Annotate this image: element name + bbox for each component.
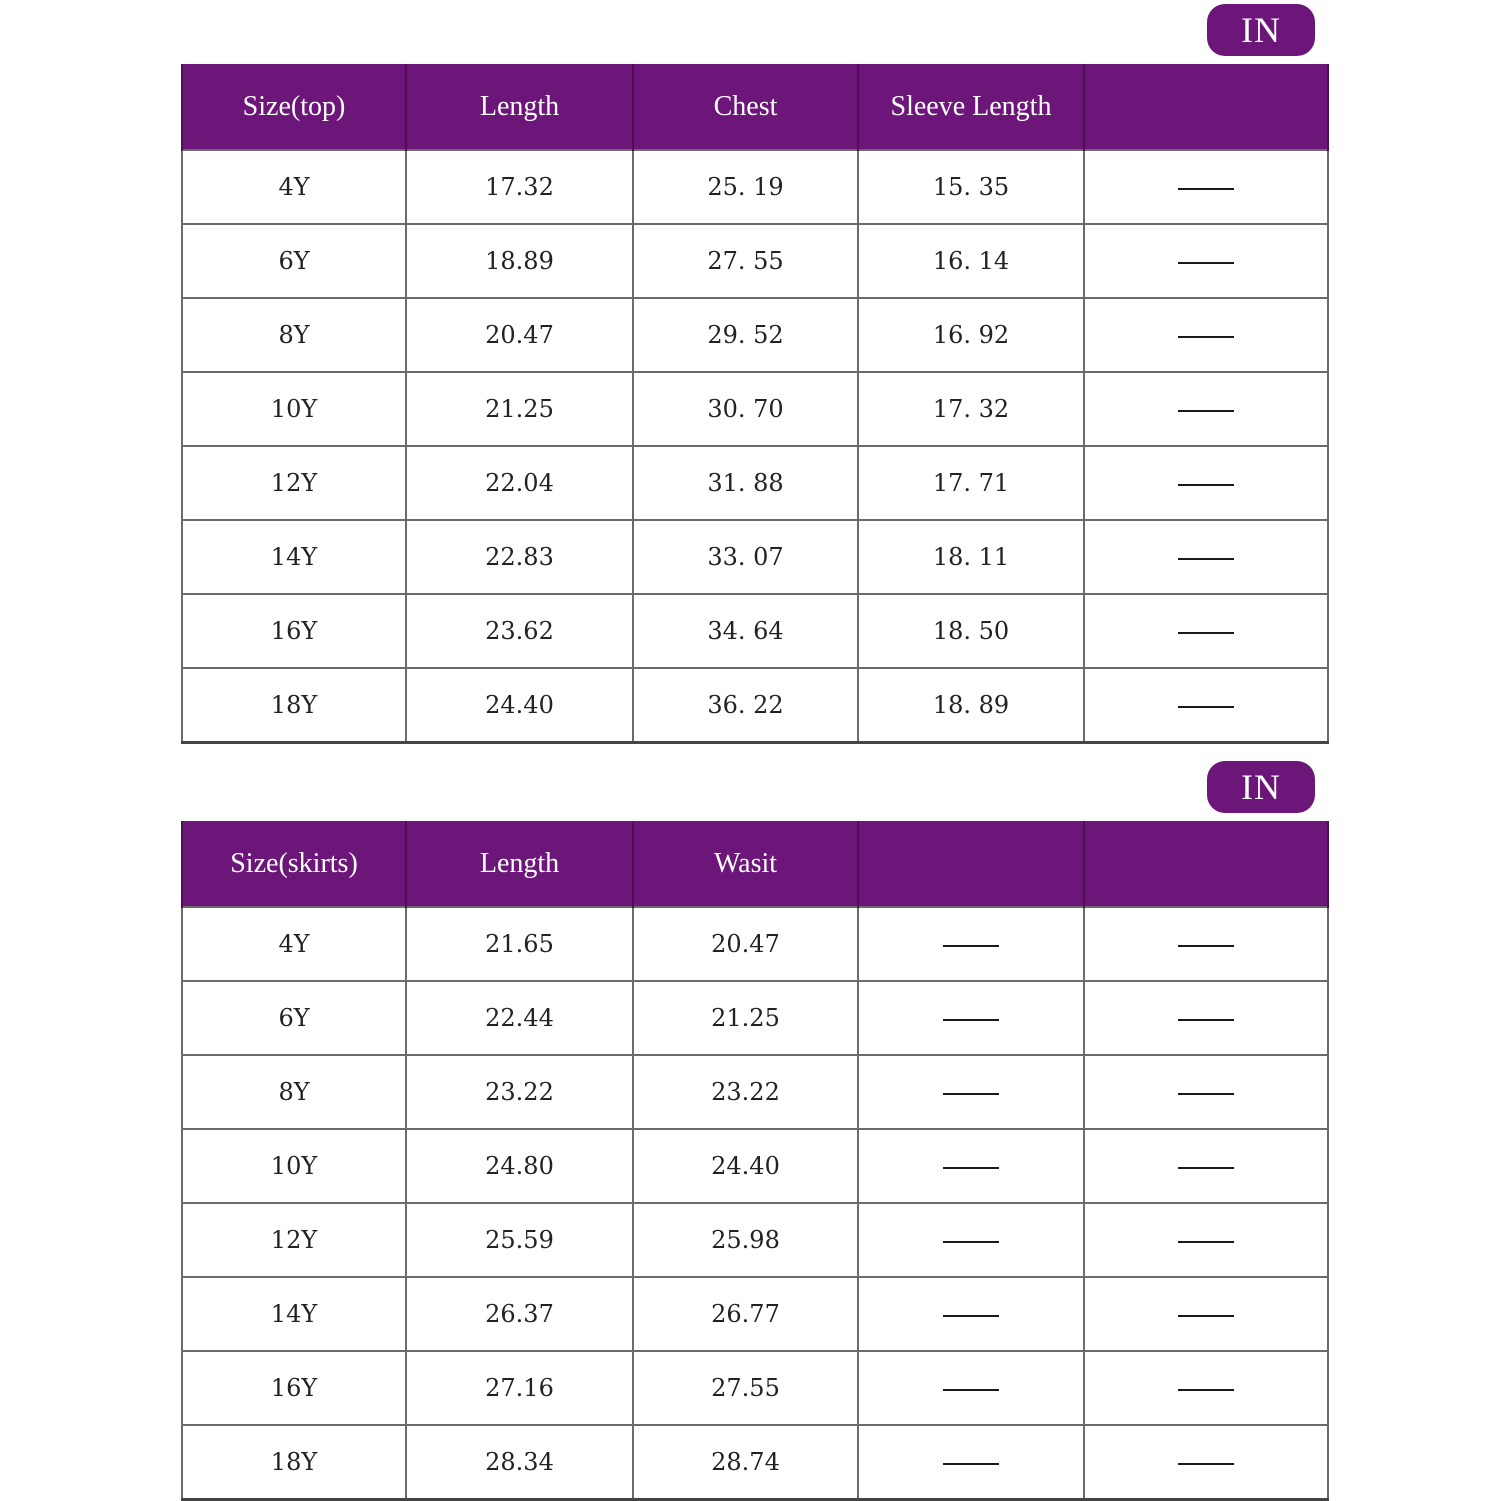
empty-cell <box>1084 668 1328 743</box>
dash-mark <box>1178 1463 1234 1465</box>
empty-cell <box>858 907 1084 981</box>
measurement-cell: 30. 70 <box>633 372 858 446</box>
measurement-cell: 20.47 <box>633 907 858 981</box>
column-header <box>1084 64 1328 150</box>
size-cell: 6Y <box>182 981 406 1055</box>
empty-cell <box>1084 1203 1328 1277</box>
measurement-cell: 26.77 <box>633 1277 858 1351</box>
measurement-cell: 24.40 <box>406 668 633 743</box>
empty-cell <box>1084 150 1328 224</box>
dash-mark <box>1178 1019 1234 1021</box>
measurement-cell: 21.25 <box>633 981 858 1055</box>
empty-cell <box>1084 520 1328 594</box>
measurement-cell: 33. 07 <box>633 520 858 594</box>
unit-badge-bottom: IN <box>1207 761 1315 813</box>
measurement-cell: 16. 14 <box>858 224 1084 298</box>
measurement-cell: 22.83 <box>406 520 633 594</box>
size-cell: 18Y <box>182 668 406 743</box>
empty-cell <box>1084 1055 1328 1129</box>
measurement-cell: 34. 64 <box>633 594 858 668</box>
empty-cell <box>1084 1129 1328 1203</box>
table-row <box>182 1129 1328 1203</box>
dash-mark <box>1178 1389 1234 1391</box>
table-row <box>182 1277 1328 1351</box>
size-cell: 4Y <box>182 907 406 981</box>
table-row <box>182 446 1328 520</box>
dash-mark <box>1178 632 1234 634</box>
table-header-row <box>182 64 1328 150</box>
measurement-cell: 23.22 <box>406 1055 633 1129</box>
table-row <box>182 520 1328 594</box>
empty-cell <box>1084 594 1328 668</box>
dash-mark <box>1178 706 1234 708</box>
empty-cell <box>1084 1425 1328 1500</box>
measurement-cell: 17. 32 <box>858 372 1084 446</box>
size-cell: 8Y <box>182 1055 406 1129</box>
dash-mark <box>1178 484 1234 486</box>
empty-cell <box>858 1277 1084 1351</box>
measurement-cell: 17.32 <box>406 150 633 224</box>
table-row <box>182 1351 1328 1425</box>
dash-mark <box>1178 1167 1234 1169</box>
measurement-cell: 26.37 <box>406 1277 633 1351</box>
dash-mark <box>1178 262 1234 264</box>
dash-mark <box>1178 410 1234 412</box>
measurement-cell: 16. 92 <box>858 298 1084 372</box>
measurement-cell: 18. 89 <box>858 668 1084 743</box>
dash-mark <box>943 1241 999 1243</box>
measurement-cell: 29. 52 <box>633 298 858 372</box>
dash-mark <box>1178 1093 1234 1095</box>
table-row <box>182 981 1328 1055</box>
size-cell: 8Y <box>182 298 406 372</box>
unit-badge-top: IN <box>1207 4 1315 56</box>
size-cell: 14Y <box>182 1277 406 1351</box>
dash-mark <box>1178 558 1234 560</box>
size-cell: 16Y <box>182 594 406 668</box>
measurement-cell: 18.89 <box>406 224 633 298</box>
column-header: Length <box>406 821 633 907</box>
dash-mark <box>943 1093 999 1095</box>
measurement-cell: 28.34 <box>406 1425 633 1500</box>
measurement-cell: 18. 11 <box>858 520 1084 594</box>
measurement-cell: 27.16 <box>406 1351 633 1425</box>
measurement-cell: 20.47 <box>406 298 633 372</box>
column-header <box>1084 821 1328 907</box>
dash-mark <box>943 1315 999 1317</box>
dash-mark <box>1178 188 1234 190</box>
table-row <box>182 224 1328 298</box>
dash-mark <box>943 1167 999 1169</box>
column-header: Sleeve Length <box>858 64 1084 150</box>
empty-cell <box>1084 372 1328 446</box>
dash-mark <box>943 1389 999 1391</box>
dash-mark <box>943 945 999 947</box>
empty-cell <box>1084 981 1328 1055</box>
empty-cell <box>858 981 1084 1055</box>
size-cell: 4Y <box>182 150 406 224</box>
table-header-row <box>182 821 1328 907</box>
measurement-cell: 17. 71 <box>858 446 1084 520</box>
measurement-cell: 15. 35 <box>858 150 1084 224</box>
dash-mark <box>1178 336 1234 338</box>
empty-cell <box>858 1055 1084 1129</box>
table-row <box>182 1203 1328 1277</box>
dash-mark <box>1178 945 1234 947</box>
table-row <box>182 150 1328 224</box>
measurement-cell: 21.65 <box>406 907 633 981</box>
size-cell: 14Y <box>182 520 406 594</box>
empty-cell <box>1084 1277 1328 1351</box>
measurement-cell: 25.98 <box>633 1203 858 1277</box>
empty-cell <box>1084 446 1328 520</box>
table-row <box>182 594 1328 668</box>
empty-cell <box>858 1129 1084 1203</box>
measurement-cell: 23.62 <box>406 594 633 668</box>
table-row <box>182 1425 1328 1500</box>
table-row <box>182 907 1328 981</box>
size-cell: 16Y <box>182 1351 406 1425</box>
measurement-cell: 24.80 <box>406 1129 633 1203</box>
empty-cell <box>1084 907 1328 981</box>
column-header: Wasit <box>633 821 858 907</box>
measurement-cell: 25.59 <box>406 1203 633 1277</box>
measurement-cell: 24.40 <box>633 1129 858 1203</box>
empty-cell <box>858 1203 1084 1277</box>
empty-cell <box>1084 224 1328 298</box>
dash-mark <box>943 1463 999 1465</box>
dash-mark <box>943 1019 999 1021</box>
empty-cell <box>1084 1351 1328 1425</box>
measurement-cell: 18. 50 <box>858 594 1084 668</box>
measurement-cell: 21.25 <box>406 372 633 446</box>
table-row <box>182 1055 1328 1129</box>
measurement-cell: 27.55 <box>633 1351 858 1425</box>
table-row <box>182 298 1328 372</box>
size-cell: 12Y <box>182 446 406 520</box>
measurement-cell: 31. 88 <box>633 446 858 520</box>
measurement-cell: 27. 55 <box>633 224 858 298</box>
size-cell: 10Y <box>182 1129 406 1203</box>
measurement-cell: 25. 19 <box>633 150 858 224</box>
dash-mark <box>1178 1241 1234 1243</box>
table-row <box>182 668 1328 743</box>
column-header <box>858 821 1084 907</box>
column-header: Length <box>406 64 633 150</box>
table-row <box>182 372 1328 446</box>
size-cell: 12Y <box>182 1203 406 1277</box>
dash-mark <box>1178 1315 1234 1317</box>
size-cell: 18Y <box>182 1425 406 1500</box>
measurement-cell: 36. 22 <box>633 668 858 743</box>
measurement-cell: 23.22 <box>633 1055 858 1129</box>
column-header: Size(skirts) <box>182 821 406 907</box>
top-size-table <box>181 64 1329 744</box>
empty-cell <box>1084 298 1328 372</box>
empty-cell <box>858 1351 1084 1425</box>
measurement-cell: 22.04 <box>406 446 633 520</box>
size-cell: 10Y <box>182 372 406 446</box>
measurement-cell: 22.44 <box>406 981 633 1055</box>
skirt-size-table <box>181 821 1329 1501</box>
column-header: Size(top) <box>182 64 406 150</box>
empty-cell <box>858 1425 1084 1500</box>
column-header: Chest <box>633 64 858 150</box>
size-cell: 6Y <box>182 224 406 298</box>
measurement-cell: 28.74 <box>633 1425 858 1500</box>
